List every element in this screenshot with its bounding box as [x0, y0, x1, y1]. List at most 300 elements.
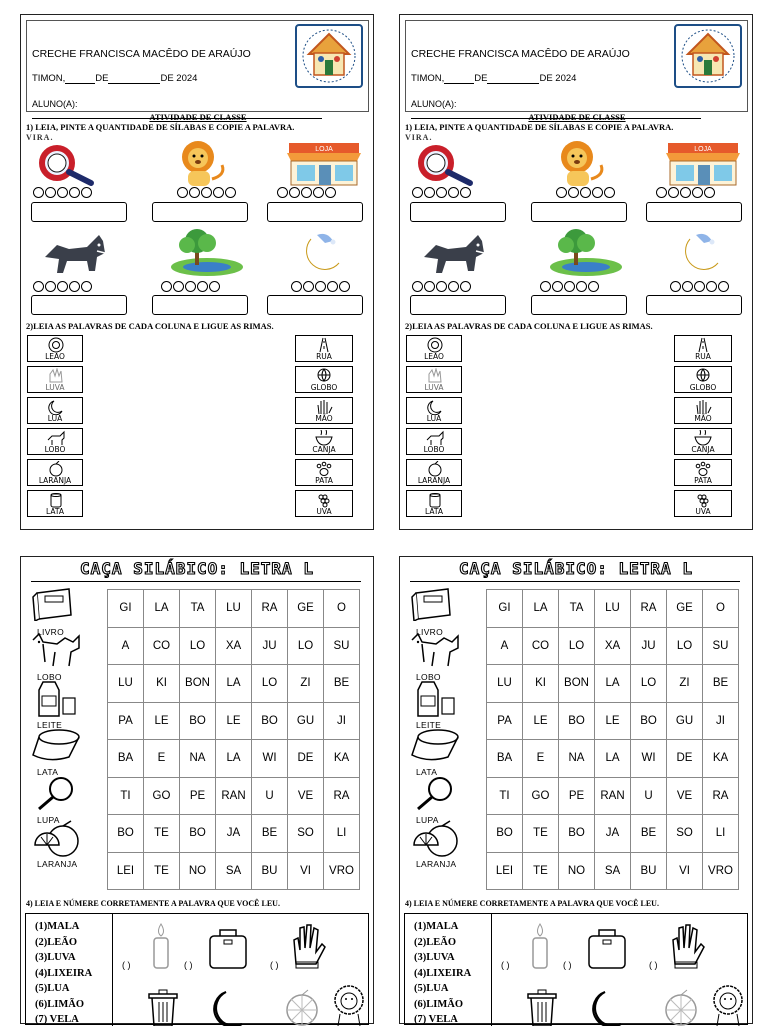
syllable-circles[interactable] — [277, 187, 336, 198]
syllable-cell[interactable]: KI — [523, 665, 559, 703]
school-name: CRECHE FRANCISCA MACÊDO DE ARAÚJO — [32, 48, 251, 60]
title-underline — [410, 581, 740, 582]
syllable-grid — [107, 589, 360, 890]
syllable-cell[interactable]: VI — [288, 852, 324, 890]
question-4: 4) LEIA E NÚMERE CORRETAMENTE A PALAVRA QUE VOCÊ LEU. — [26, 899, 280, 908]
answer-blank[interactable]: ( ) — [501, 960, 510, 970]
moon-icon — [204, 990, 244, 1026]
rhyme-label: CANJA — [691, 445, 715, 454]
moon-icon — [291, 233, 361, 281]
answer-box[interactable] — [531, 202, 627, 222]
syllable-cell[interactable]: LA — [595, 665, 631, 703]
rhyme-label: LUA — [47, 414, 63, 423]
rhyme-label: LATA — [45, 507, 65, 516]
syllable-circles[interactable] — [412, 187, 471, 198]
soup-icon — [314, 430, 334, 446]
grid-row — [487, 627, 739, 665]
date-de: DE — [95, 73, 109, 84]
answer-box[interactable] — [410, 202, 506, 222]
syllable-cell[interactable]: VE — [288, 777, 324, 815]
syllable-cell[interactable]: CO — [144, 627, 180, 665]
syllable-cell[interactable]: DE — [288, 740, 324, 778]
rhyme-label: LARANJA — [417, 476, 451, 485]
road-icon — [314, 337, 334, 353]
syllable-cell[interactable]: TE — [523, 815, 559, 853]
numbered-word: (1)MALA — [35, 921, 80, 932]
school-logo — [674, 24, 742, 88]
syllable-cell[interactable]: BA — [108, 740, 144, 778]
numbered-word: (5)LUA — [35, 983, 70, 994]
syllable-cell[interactable]: BO — [559, 702, 595, 740]
syllable-cell[interactable]: BO — [180, 815, 216, 853]
answer-box[interactable] — [646, 202, 742, 222]
syllable-cell[interactable]: LO — [667, 627, 703, 665]
cut-off-text: VIRA. — [26, 133, 54, 142]
syllable-circles[interactable] — [670, 281, 729, 292]
answer-blank[interactable]: ( ) — [184, 960, 193, 970]
store-icon — [662, 139, 732, 187]
numbered-word-list — [414, 919, 471, 1028]
syllable-circles[interactable] — [161, 281, 220, 292]
syllable-cell[interactable]: LO — [252, 665, 288, 703]
rhyme-label: UVA — [695, 507, 711, 516]
syllable-cell[interactable]: LI — [703, 815, 739, 853]
candle-icon — [525, 922, 555, 970]
hand-icon — [314, 399, 334, 415]
word-label: LARANJA — [37, 859, 78, 869]
activity-sheet-left — [20, 14, 374, 530]
syllable-cell[interactable]: O — [324, 590, 360, 628]
suitcase-icon — [585, 926, 629, 970]
rhyme-label: LEÃO — [424, 352, 444, 361]
store-icon — [283, 139, 353, 187]
rhyme-right-uva[interactable] — [674, 490, 732, 517]
syllable-cell[interactable]: BO — [487, 815, 523, 853]
rhyme-left-laranja[interactable] — [27, 459, 83, 486]
word-item-lobo — [29, 632, 99, 682]
syllable-cell[interactable]: ZI — [288, 665, 324, 703]
syllable-sheet-left — [20, 556, 374, 1024]
moon-icon — [583, 990, 623, 1026]
rhyme-left-luva[interactable] — [27, 366, 83, 393]
syllable-cell[interactable]: LE — [523, 702, 559, 740]
rhyme-left-lua[interactable] — [27, 397, 83, 424]
rhyme-left-lobo[interactable] — [406, 428, 462, 455]
syllable-cell[interactable]: NA — [559, 740, 595, 778]
soup-icon — [693, 430, 713, 446]
grid-row — [487, 702, 739, 740]
answer-box[interactable] — [410, 295, 506, 315]
word-label: LARANJA — [416, 859, 457, 869]
syllable-cell[interactable]: O — [703, 590, 739, 628]
numbered-word: (2)LEÃO — [35, 936, 77, 948]
numbered-word: (2)LEÃO — [414, 936, 456, 948]
syllable-circles[interactable] — [33, 281, 92, 292]
rhyme-right-canja[interactable] — [674, 428, 732, 455]
rhyme-left-lobo[interactable] — [27, 428, 83, 455]
word-item-lata — [29, 727, 99, 777]
numbered-word: (6)LIMÃO — [414, 998, 463, 1010]
date-city: TIMON, — [411, 73, 445, 84]
rhyme-label: LUVA — [45, 383, 65, 392]
grid-row — [108, 852, 360, 890]
syllable-cell[interactable]: LA — [595, 740, 631, 778]
syllable-cell[interactable]: LU — [595, 590, 631, 628]
word-item-lobo — [408, 632, 478, 682]
syllable-cell[interactable]: TA — [180, 590, 216, 628]
syllable-cell[interactable]: BO — [108, 815, 144, 853]
syllable-cell[interactable]: KA — [703, 740, 739, 778]
word-label: LATA — [37, 767, 59, 777]
word-label: LOBO — [416, 672, 441, 682]
rhyme-right-globo[interactable] — [674, 366, 732, 393]
syllable-circles[interactable] — [540, 281, 599, 292]
syllable-cell[interactable]: XA — [216, 627, 252, 665]
answer-box[interactable] — [31, 295, 127, 315]
syllable-cell[interactable]: JA — [595, 815, 631, 853]
word-label: LEITE — [416, 720, 442, 730]
word-item-laranja — [29, 819, 99, 869]
syllable-cell[interactable]: LO — [559, 627, 595, 665]
syllable-cell[interactable]: CO — [523, 627, 559, 665]
syllable-cell[interactable]: GU — [288, 702, 324, 740]
syllable-cell[interactable]: BO — [631, 702, 667, 740]
lion-icon — [166, 139, 236, 187]
syllable-cell[interactable]: LO — [631, 665, 667, 703]
syllable-cell[interactable]: JA — [216, 815, 252, 853]
syllable-cell[interactable]: BE — [324, 665, 360, 703]
student-label: ALUNO(A): — [411, 99, 457, 109]
grid-row — [108, 815, 360, 853]
syllable-cell[interactable]: BU — [252, 852, 288, 890]
syllable-cell[interactable]: TA — [559, 590, 595, 628]
rhyme-right-rua[interactable] — [295, 335, 353, 362]
answer-box[interactable] — [152, 202, 248, 222]
wolf-icon — [46, 430, 66, 446]
word-label: LUPA — [37, 815, 60, 825]
word-label: LEITE — [37, 720, 63, 730]
rhyme-label: LOBO — [44, 445, 66, 454]
word-item-leite — [29, 680, 99, 730]
syllable-cell[interactable]: BE — [252, 815, 288, 853]
rhyme-left-luva[interactable] — [406, 366, 462, 393]
rhyme-right-pata[interactable] — [295, 459, 353, 486]
numbered-word-list — [35, 919, 92, 1028]
syllable-cell[interactable]: GE — [667, 590, 703, 628]
syllable-cell[interactable]: LEI — [108, 852, 144, 890]
syllable-cell[interactable]: LE — [595, 702, 631, 740]
word-item-livro — [408, 587, 478, 637]
lion-icon — [545, 139, 615, 187]
numbered-word: (1)MALA — [414, 921, 459, 932]
header-box — [26, 20, 369, 112]
grid-row — [487, 665, 739, 703]
syllable-cell[interactable]: SU — [703, 627, 739, 665]
rhyme-label: MÃO — [694, 414, 712, 423]
syllable-cell[interactable]: BE — [703, 665, 739, 703]
paw-icon — [693, 461, 713, 477]
syllable-cell[interactable]: GO — [523, 777, 559, 815]
syllable-cell[interactable]: ZI — [667, 665, 703, 703]
syllable-cell[interactable]: A — [487, 627, 523, 665]
rhyme-label: RUA — [316, 352, 332, 361]
rhyme-label: RUA — [695, 352, 711, 361]
syllable-cell[interactable]: LA — [523, 590, 559, 628]
globe-icon — [693, 368, 713, 384]
syllable-cell[interactable]: PE — [559, 777, 595, 815]
syllable-cell[interactable]: GE — [288, 590, 324, 628]
rhyme-left-lata[interactable] — [406, 490, 462, 517]
glove-icon — [46, 368, 66, 384]
activity-title: ATIVIDADE DE CLASSE — [528, 112, 626, 122]
rhyme-label: LEÃO — [45, 352, 65, 361]
syllable-circles[interactable] — [412, 281, 471, 292]
grapes-icon — [693, 492, 713, 508]
syllable-cell[interactable]: JU — [631, 627, 667, 665]
syllable-cell[interactable]: E — [523, 740, 559, 778]
syllable-cell[interactable]: PE — [180, 777, 216, 815]
syllable-cell[interactable]: GI — [108, 590, 144, 628]
paw-icon — [314, 461, 334, 477]
syllable-cell[interactable]: NO — [559, 852, 595, 890]
candle-icon — [146, 922, 176, 970]
grid-row — [108, 627, 360, 665]
syllable-cell[interactable]: KI — [144, 665, 180, 703]
rhyme-label: LATA — [424, 507, 444, 516]
word-item-lupa — [408, 775, 478, 825]
syllable-cell[interactable]: LA — [216, 740, 252, 778]
rhyme-left-lua[interactable] — [406, 397, 462, 424]
word-item-leite — [408, 680, 478, 730]
syllable-cell[interactable]: LU — [108, 665, 144, 703]
grid-row — [108, 740, 360, 778]
lemon-icon — [282, 988, 322, 1026]
glove-icon — [667, 922, 707, 972]
suitcase-icon — [206, 926, 250, 970]
school-logo — [295, 24, 363, 88]
magnifier-icon — [412, 141, 482, 189]
syllable-cell[interactable]: BU — [631, 852, 667, 890]
grid-row — [487, 852, 739, 890]
syllable-cell[interactable]: E — [144, 740, 180, 778]
syllable-hunt-title: CAÇA SILÁBICO: LETRA L — [80, 559, 314, 578]
lion-icon — [425, 337, 445, 353]
answer-box[interactable] — [152, 295, 248, 315]
grapes-icon — [314, 492, 334, 508]
syllable-cell[interactable]: PA — [108, 702, 144, 740]
syllable-cell[interactable]: NA — [180, 740, 216, 778]
syllable-cell[interactable]: BON — [180, 665, 216, 703]
syllable-cell[interactable]: NO — [180, 852, 216, 890]
grid-row — [108, 665, 360, 703]
syllable-cell[interactable]: PA — [487, 702, 523, 740]
rhyme-label: GLOBO — [689, 383, 717, 392]
answer-blank[interactable]: ( ) — [563, 960, 572, 970]
syllable-cell[interactable]: U — [631, 777, 667, 815]
numbered-word: (5)LUA — [414, 983, 449, 994]
syllable-cell[interactable]: TI — [487, 777, 523, 815]
lion-icon — [709, 984, 747, 1026]
answer-box[interactable] — [31, 202, 127, 222]
answer-box[interactable] — [531, 295, 627, 315]
syllable-circles[interactable] — [177, 187, 236, 198]
syllable-cell[interactable]: BO — [180, 702, 216, 740]
rhyme-left-leao[interactable] — [27, 335, 83, 362]
syllable-cell[interactable]: VI — [667, 852, 703, 890]
can-icon — [29, 727, 85, 765]
syllable-cell[interactable]: LA — [144, 590, 180, 628]
grid-row — [108, 702, 360, 740]
numbering-box — [404, 913, 748, 1025]
syllable-cell[interactable]: LEI — [487, 852, 523, 890]
word-item-laranja — [408, 819, 478, 869]
syllable-cell[interactable]: GO — [144, 777, 180, 815]
wolf-icon — [418, 227, 488, 275]
syllable-cell[interactable]: LA — [216, 665, 252, 703]
syllable-cell[interactable]: GI — [487, 590, 523, 628]
syllable-circles[interactable] — [656, 187, 715, 198]
syllable-cell[interactable]: DE — [667, 740, 703, 778]
answer-box[interactable] — [646, 295, 742, 315]
rhyme-label: CANJA — [312, 445, 336, 454]
word-label: LOBO — [37, 672, 62, 682]
syllable-cell[interactable]: LO — [180, 627, 216, 665]
rhyme-label: UVA — [316, 507, 332, 516]
syllable-cell[interactable]: RA — [324, 777, 360, 815]
rhyme-label: PATA — [694, 476, 712, 485]
answer-blank[interactable]: ( ) — [649, 960, 658, 970]
wolf-icon — [39, 227, 109, 275]
syllable-cell[interactable]: KA — [324, 740, 360, 778]
book-icon — [29, 587, 79, 621]
column-divider — [491, 914, 492, 1026]
syllable-circles[interactable] — [33, 187, 92, 198]
rhyme-right-rua[interactable] — [674, 335, 732, 362]
syllable-cell[interactable]: JI — [324, 702, 360, 740]
syllable-cell[interactable]: BON — [559, 665, 595, 703]
syllable-cell[interactable]: LU — [487, 665, 523, 703]
grid-row — [487, 815, 739, 853]
rhyme-label: LUVA — [424, 383, 444, 392]
syllable-cell[interactable]: RA — [631, 590, 667, 628]
syllable-cell[interactable]: VRO — [324, 852, 360, 890]
syllable-cell[interactable]: SU — [324, 627, 360, 665]
orange-icon — [425, 461, 445, 477]
syllable-cell[interactable]: U — [252, 777, 288, 815]
globe-icon — [314, 368, 334, 384]
syllable-cell[interactable]: RA — [703, 777, 739, 815]
syllable-cell[interactable]: A — [108, 627, 144, 665]
can-icon — [46, 492, 66, 508]
syllable-cell[interactable]: SO — [288, 815, 324, 853]
grid-row — [487, 777, 739, 815]
syllable-cell[interactable]: GU — [667, 702, 703, 740]
answer-blank[interactable]: ( ) — [122, 960, 131, 970]
rhyme-right-pata[interactable] — [674, 459, 732, 486]
syllable-cell[interactable]: RA — [252, 590, 288, 628]
syllable-cell[interactable]: RAN — [216, 777, 252, 815]
lake-icon — [167, 229, 237, 277]
syllable-hunt-title: CAÇA SILÁBICO: LETRA L — [459, 559, 693, 578]
activity-sheet-right — [399, 14, 753, 530]
syllable-cell[interactable]: XA — [595, 627, 631, 665]
rhyme-label: PATA — [315, 476, 333, 485]
syllable-cell[interactable]: VRO — [703, 852, 739, 890]
grid-row — [487, 590, 739, 628]
can-icon — [408, 727, 464, 765]
syllable-cell[interactable]: LE — [216, 702, 252, 740]
syllable-cell[interactable]: JU — [252, 627, 288, 665]
syllable-cell[interactable]: SO — [667, 815, 703, 853]
syllable-cell[interactable]: BA — [487, 740, 523, 778]
cut-off-text: VIRA. — [405, 133, 433, 142]
rhyme-right-mao[interactable] — [674, 397, 732, 424]
numbered-word: (6)LIMÃO — [35, 998, 84, 1010]
answer-box[interactable] — [267, 295, 363, 315]
wolf-icon — [29, 632, 85, 670]
syllable-cell[interactable]: RAN — [595, 777, 631, 815]
rhyme-right-mao[interactable] — [295, 397, 353, 424]
syllable-cell[interactable]: BE — [631, 815, 667, 853]
syllable-cell[interactable]: LO — [288, 627, 324, 665]
syllable-cell[interactable]: TE — [144, 815, 180, 853]
student-label: ALUNO(A): — [32, 99, 78, 109]
rhyme-right-globo[interactable] — [295, 366, 353, 393]
rhyme-label: LARANJA — [38, 476, 72, 485]
syllable-cell[interactable]: TE — [144, 852, 180, 890]
question-1: 1) LEIA, PINTE A QUANTIDADE DE SÍLABAS E COPIE A PALAVRA. — [26, 122, 295, 132]
syllable-cell[interactable]: TI — [108, 777, 144, 815]
rhyme-right-canja[interactable] — [295, 428, 353, 455]
syllable-cell[interactable]: JI — [703, 702, 739, 740]
syllable-cell[interactable]: VE — [667, 777, 703, 815]
answer-box[interactable] — [267, 202, 363, 222]
syllable-circles[interactable] — [291, 281, 350, 292]
syllable-circles[interactable] — [556, 187, 615, 198]
syllable-cell[interactable]: LI — [324, 815, 360, 853]
rhyme-left-leao[interactable] — [406, 335, 462, 362]
syllable-cell[interactable]: LE — [144, 702, 180, 740]
grid-row — [487, 740, 739, 778]
store-sign: LOJA — [694, 146, 712, 153]
syllable-sheet-right — [399, 556, 753, 1024]
syllable-cell[interactable]: WI — [252, 740, 288, 778]
syllable-cell[interactable]: BO — [252, 702, 288, 740]
syllable-cell[interactable]: WI — [631, 740, 667, 778]
syllable-cell[interactable]: LU — [216, 590, 252, 628]
word-label: LUPA — [416, 815, 439, 825]
syllable-cell[interactable]: BO — [559, 815, 595, 853]
numbering-box — [25, 913, 369, 1025]
syllable-cell[interactable]: SA — [595, 852, 631, 890]
date-line — [32, 73, 197, 84]
syllable-cell[interactable]: TE — [523, 852, 559, 890]
rhyme-left-lata[interactable] — [27, 490, 83, 517]
question-4: 4) LEIA E NÚMERE CORRETAMENTE A PALAVRA QUE VOCÊ LEU. — [405, 899, 659, 908]
syllable-cell[interactable]: SA — [216, 852, 252, 890]
magnifier-icon — [408, 775, 464, 813]
can-icon — [425, 492, 445, 508]
word-label: LIVRO — [37, 627, 65, 637]
numbered-word: (7) VELA — [35, 1014, 79, 1025]
moon-icon — [425, 399, 445, 415]
rhyme-label: GLOBO — [310, 383, 338, 392]
rhyme-left-laranja[interactable] — [406, 459, 462, 486]
glove-icon — [425, 368, 445, 384]
milk-icon — [408, 680, 464, 718]
answer-blank[interactable]: ( ) — [270, 960, 279, 970]
rhyme-right-uva[interactable] — [295, 490, 353, 517]
